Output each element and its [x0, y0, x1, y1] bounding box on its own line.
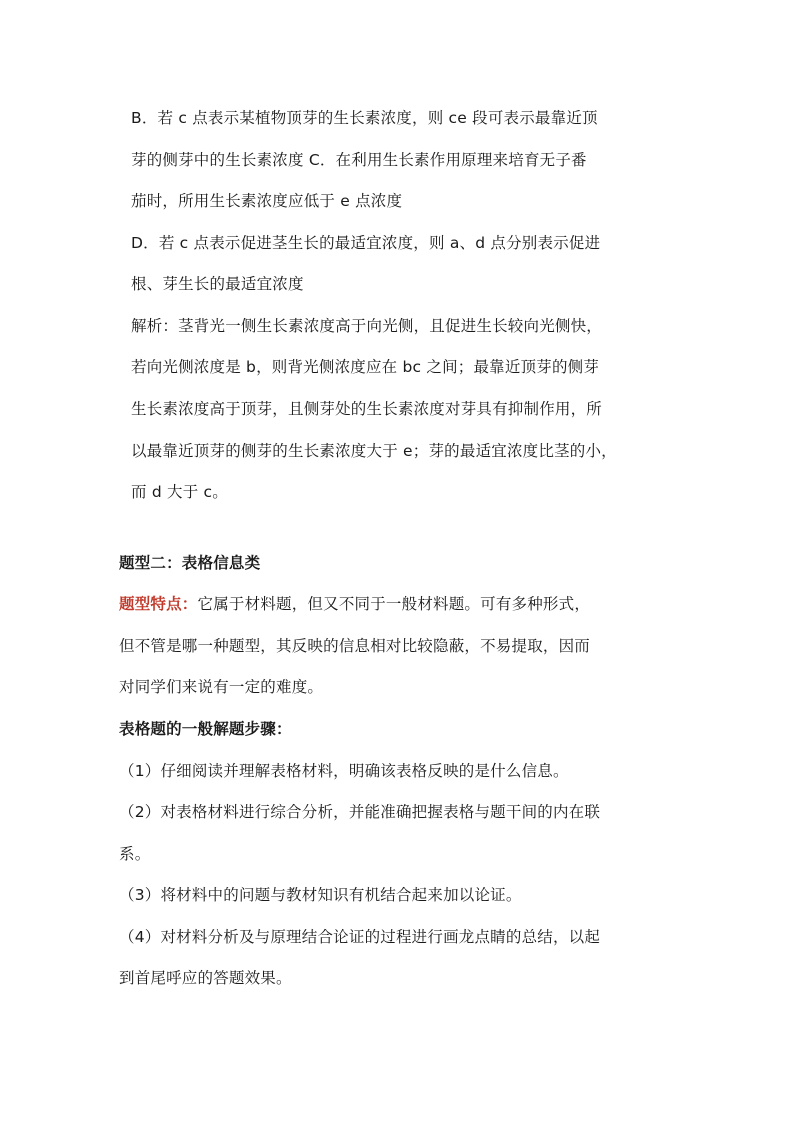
step-2-line-1: （2）对表格材料进行综合分析，并能准确把握表格与题干间的内在联	[119, 803, 601, 821]
feature-line-2: 但不管是哪一种题型，其反映的信息相对比较隐蔽，不易提取，因而	[119, 637, 591, 655]
option-d-line-1: D．若 c 点表示促进茎生长的最适宜浓度，则 a、d 点分别表示促进	[131, 234, 601, 252]
analysis-line-5: 而 d 大于 c。	[131, 483, 228, 501]
feature-text-1: 它属于材料题，但又不同于一般材料题。可有多种形式，	[197, 595, 591, 613]
step-3: （3）将材料中的问题与教材知识有机结合起来加以论证。	[119, 886, 522, 904]
analysis-line-4: 以最靠近顶芽的侧芽的生长素浓度大于 e；芽的最适宜浓度比茎的小，	[131, 442, 617, 460]
step-2-line-2: 系。	[119, 845, 151, 863]
analysis-line-2: 若向光侧浓度是 b，则背光侧浓度应在 bc 之间；最靠近顶芽的侧芽	[131, 358, 600, 376]
analysis-line-1: 解析：茎背光一侧生长素浓度高于向光侧，且促进生长较向光侧快，	[131, 317, 603, 335]
option-b-line-2: 芽的侧芽中的生长素浓度 C．在利用生长素作用原理来培育无子番	[131, 151, 587, 169]
step-4-line-2: 到首尾呼应的答题效果。	[119, 969, 292, 987]
feature-line-3: 对同学们来说有一定的难度。	[119, 678, 324, 696]
step-4-line-1: （4）对材料分析及与原理结合论证的过程进行画龙点睛的总结，以起	[119, 928, 601, 946]
option-b-line-3: 茄时，所用生长素浓度应低于 e 点浓度	[131, 192, 403, 210]
analysis-line-3: 生长素浓度高于顶芽，且侧芽处的生长素浓度对芽具有抑制作用，所	[131, 400, 603, 418]
step-1: （1）仔细阅读并理解表格材料，明确该表格反映的是什么信息。	[119, 762, 569, 780]
option-b-line-1: B．若 c 点表示某植物顶芽的生长素浓度，则 ce 段可表示最靠近顶	[131, 109, 598, 127]
feature-label: 题型特点：	[119, 595, 198, 613]
option-d-line-2: 根、芽生长的最适宜浓度	[131, 275, 304, 293]
steps-title: 表格题的一般解题步骤：	[119, 720, 292, 738]
feature-line-1	[119, 594, 590, 614]
section-title: 题型二：表格信息类	[119, 554, 261, 572]
